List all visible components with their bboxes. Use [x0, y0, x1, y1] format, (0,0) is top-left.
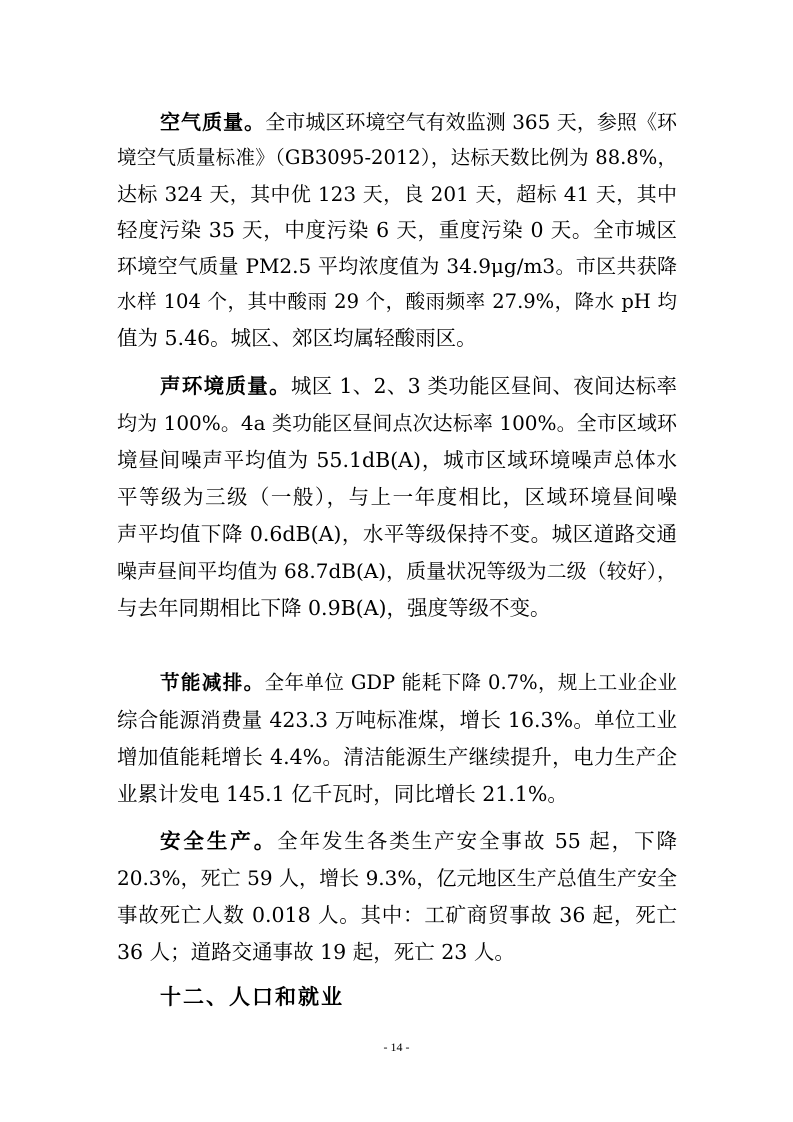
- paragraph-line: 噪声昼间平均值为 68.7dB(A)，质量状况等级为二级（较好），: [117, 559, 677, 583]
- paragraph-line: 环境空气质量 PM2.5 平均浓度值为 34.9μg/m3。市区共获降: [117, 254, 677, 278]
- paragraph-line: 均为 100%。4a 类功能区昼间点次达标率 100%。全市区域环: [117, 411, 677, 435]
- paragraph-line: 空气质量。全市城区环境空气有效监测 365 天，参照《环: [160, 110, 677, 134]
- paragraph-line: 水样 104 个，其中酸雨 29 个，酸雨频率 27.9%，降水 pH 均: [117, 290, 677, 313]
- paragraph-line: 声平均值下降 0.6dB(A)，水平等级保持不变。城区道路交通: [117, 522, 677, 546]
- paragraph-line: 达标 324 天，其中优 123 天，良 201 天，超标 41 天，其中: [117, 182, 677, 206]
- paragraph-line: 业累计发电 145.1 亿千瓦时，同比增长 21.1%。: [117, 782, 568, 806]
- page-number: - 14 -: [383, 1040, 410, 1054]
- section-title: 十二、人口和就业: [160, 985, 344, 1009]
- energy-heading: 节能减排。: [160, 671, 265, 694]
- paragraph-line: 境空气质量标准》（GB3095-2012），达标天数比例为 88.8%，: [117, 146, 677, 169]
- paragraph-line: 36 人；道路交通事故 19 起，死亡 23 人。: [117, 940, 515, 964]
- paragraph-line: 声环境质量。城区 1、2、3 类功能区昼间、夜间达标率: [160, 374, 677, 398]
- air-quality-heading: 空气质量。: [160, 110, 266, 134]
- paragraph-line: 20.3%，死亡 59 人，增长 9.3%，亿元地区生产总值生产安全: [117, 866, 677, 890]
- paragraph-line: 增加值能耗增长 4.4%。清洁能源生产继续提升，电力生产企: [117, 745, 677, 769]
- paragraph-line: 节能减排。全年单位 GDP 能耗下降 0.7%，规上工业企业: [160, 671, 677, 694]
- paragraph-line: 值为 5.46。城区、郊区均属轻酸雨区。: [117, 326, 477, 350]
- paragraph-line: 与去年同期相比下降 0.9B(A)，强度等级不变。: [117, 596, 551, 620]
- safety-heading: 安全生产。: [160, 829, 278, 853]
- paragraph-line: 综合能源消费量 423.3 万吨标准煤，增长 16.3%。单位工业: [117, 708, 677, 732]
- paragraph-line: 事故死亡人数 0.018 人。其中：工矿商贸事故 36 起，死亡: [117, 903, 677, 927]
- paragraph-line: 平等级为三级（一般），与上一年度相比，区域环境昼间噪: [117, 485, 677, 509]
- paragraph-line: 轻度污染 35 天，中度污染 6 天，重度污染 0 天。全市城区: [117, 218, 677, 242]
- paragraph-line: 安全生产。全年发生各类生产安全事故 55 起，下降: [160, 829, 677, 853]
- noise-heading: 声环境质量。: [160, 374, 291, 398]
- paragraph-line: 境昼间噪声平均值为 55.1dB(A)，城市区域环境噪声总体水: [117, 448, 677, 472]
